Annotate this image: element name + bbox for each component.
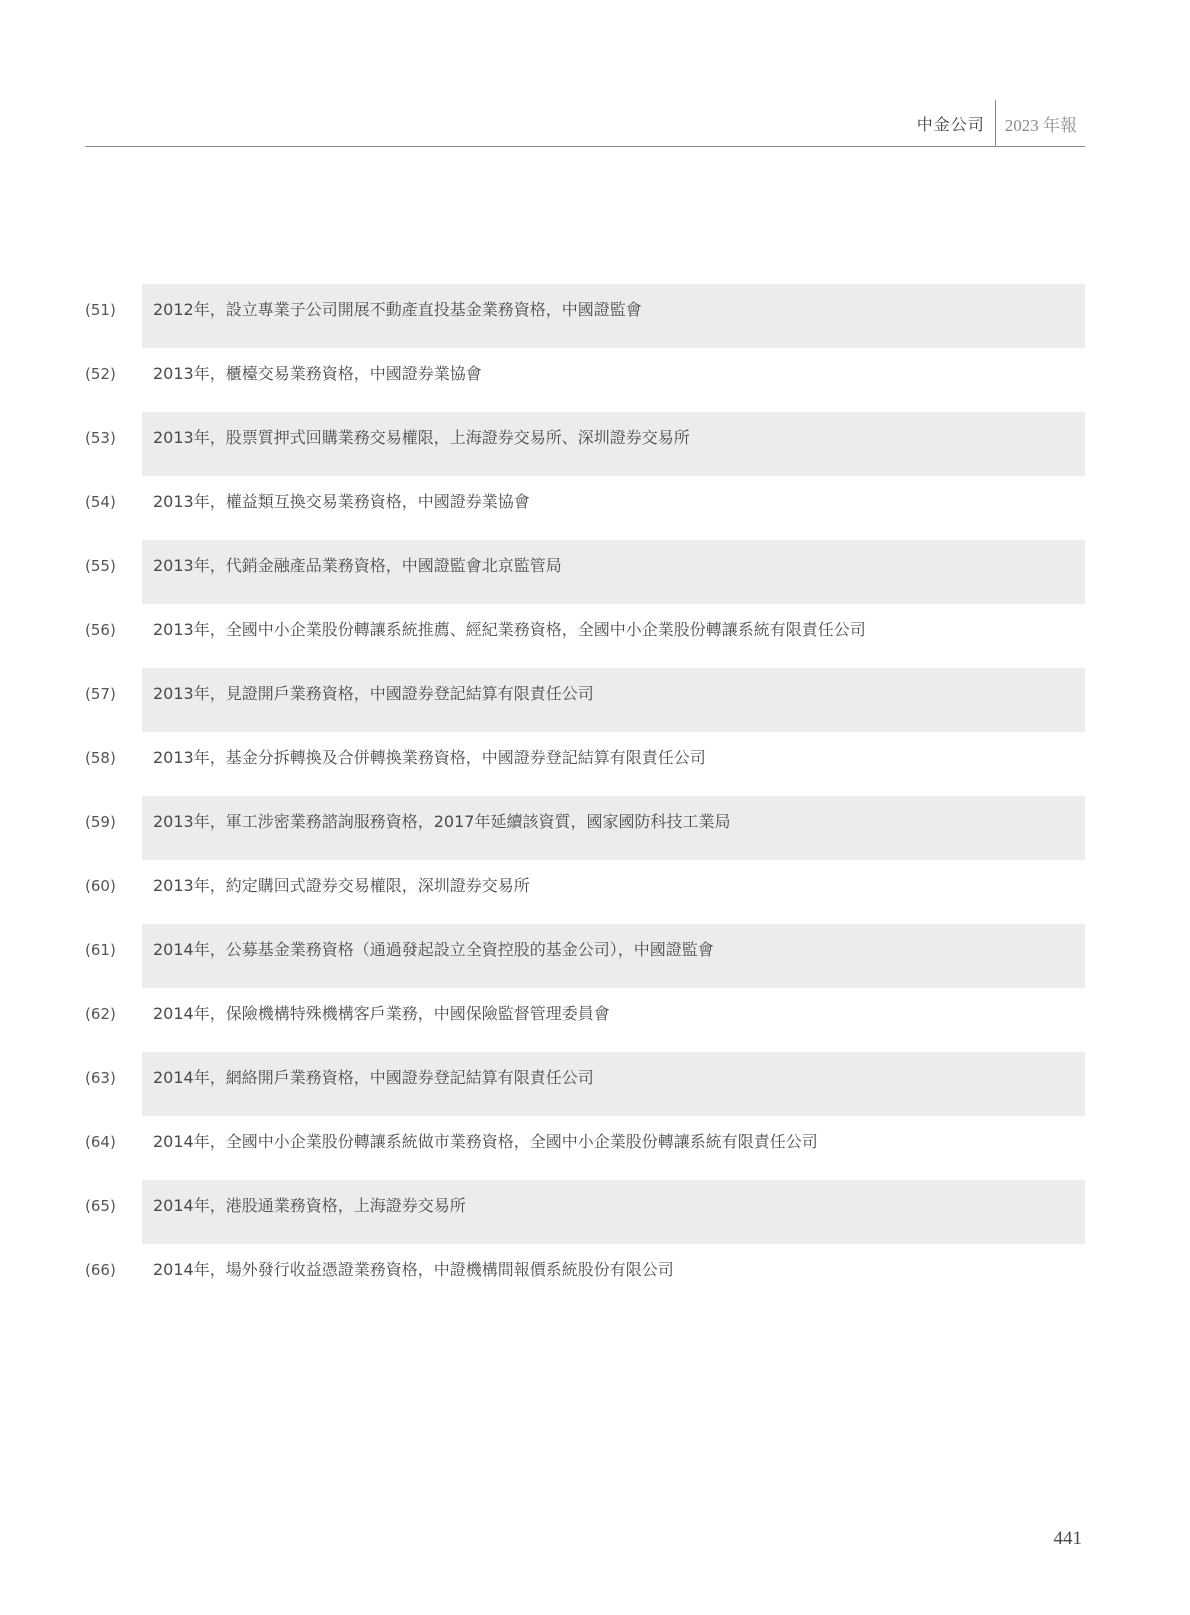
item-number: (65) xyxy=(85,1197,116,1215)
item-text: 2014年，網絡開戶業務資格，中國證券登記結算有限責任公司 xyxy=(153,1068,594,1087)
report-title: 2023 年報 xyxy=(1004,115,1077,135)
list-item xyxy=(0,988,1190,1052)
item-number: (54) xyxy=(85,493,116,511)
list-item xyxy=(0,860,1190,924)
list-item xyxy=(0,924,1190,988)
item-number: (53) xyxy=(85,429,116,447)
list-item xyxy=(0,412,1190,476)
item-text: 2013年，基金分拆轉換及合併轉換業務資格，中國證券登記結算有限責任公司 xyxy=(153,748,706,767)
item-number: (52) xyxy=(85,365,116,383)
item-number: (66) xyxy=(85,1261,116,1279)
item-number: (56) xyxy=(85,621,116,639)
item-text: 2014年，場外發行收益憑證業務資格，中證機構間報價系統股份有限公司 xyxy=(153,1260,674,1279)
item-text: 2013年，軍工涉密業務諮詢服務資格，2017年延續該資質，國家國防科技工業局 xyxy=(153,812,731,831)
list-item xyxy=(0,732,1190,796)
header-info xyxy=(917,100,1077,146)
list-item xyxy=(0,1180,1190,1244)
item-number: (59) xyxy=(85,813,116,831)
item-number: (60) xyxy=(85,877,116,895)
page-number: 441 xyxy=(1053,1528,1082,1549)
item-number: (58) xyxy=(85,749,116,767)
item-text: 2013年，股票質押式回購業務交易權限，上海證券交易所、深圳證券交易所 xyxy=(153,428,690,447)
item-text: 2014年，港股通業務資格，上海證券交易所 xyxy=(153,1196,466,1215)
qualification-list xyxy=(0,284,1190,1308)
list-item xyxy=(0,668,1190,732)
item-text: 2013年，櫃檯交易業務資格，中國證券業協會 xyxy=(153,364,482,383)
item-number: (57) xyxy=(85,685,116,703)
list-item xyxy=(0,796,1190,860)
item-text: 2013年，代銷金融產品業務資格，中國證監會北京監管局 xyxy=(153,556,562,575)
list-item xyxy=(0,540,1190,604)
item-text: 2013年，權益類互換交易業務資格，中國證券業協會 xyxy=(153,492,530,511)
item-text: 2013年，全國中小企業股份轉讓系統推薦、經紀業務資格，全國中小企業股份轉讓系統有限責任公司 xyxy=(153,620,866,639)
item-number: (55) xyxy=(85,557,116,575)
item-number: (64) xyxy=(85,1133,116,1151)
page-header xyxy=(85,100,1085,147)
list-item xyxy=(0,476,1190,540)
list-item xyxy=(0,1244,1190,1308)
list-item xyxy=(0,284,1190,348)
list-item xyxy=(0,348,1190,412)
item-text: 2013年，約定購回式證券交易權限，深圳證券交易所 xyxy=(153,876,530,895)
item-number: (51) xyxy=(85,301,116,319)
item-text: 2014年，全國中小企業股份轉讓系統做市業務資格，全國中小企業股份轉讓系統有限責任公司 xyxy=(153,1132,818,1151)
item-number: (61) xyxy=(85,941,116,959)
list-item xyxy=(0,1052,1190,1116)
list-item xyxy=(0,1116,1190,1180)
company-name: 中金公司 xyxy=(916,114,985,134)
item-text: 2014年，公募基金業務資格（通過發起設立全資控股的基金公司），中國證監會 xyxy=(153,940,714,959)
item-number: (62) xyxy=(85,1005,116,1023)
item-number: (63) xyxy=(85,1069,116,1087)
item-text: 2014年，保險機構特殊機構客戶業務，中國保險監督管理委員會 xyxy=(153,1004,610,1023)
item-text: 2013年，見證開戶業務資格，中國證券登記結算有限責任公司 xyxy=(153,684,594,703)
item-text: 2012年，設立專業子公司開展不動產直投基金業務資格，中國證監會 xyxy=(153,300,642,319)
list-item xyxy=(0,604,1190,668)
